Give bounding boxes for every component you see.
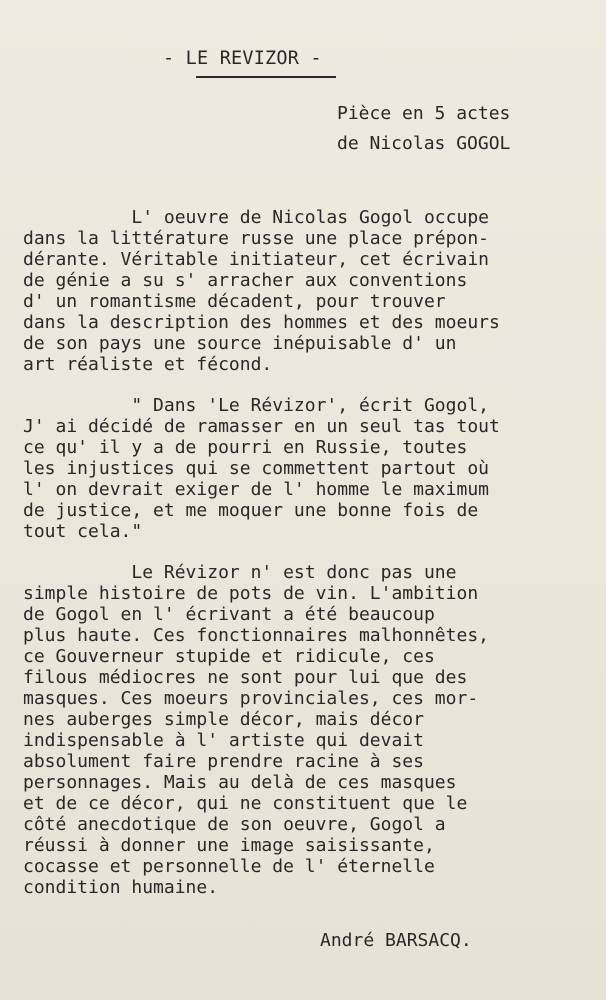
paragraph-line: d' un romantisme décadent, pour trouver (23, 291, 446, 312)
paragraph-line: côté anecdotique de son oeuvre, Gogol a (23, 814, 446, 835)
paragraph-line: l' on devrait exiger de l' homme le maximum (23, 479, 489, 500)
paragraph-line: dérante. Véritable initiateur, cet écrivain (23, 249, 489, 270)
subtitle-author: de Nicolas GOGOL (337, 133, 511, 154)
paragraph-line: réussi à donner une image saisissante, (23, 835, 435, 856)
paragraph-line: ce Gouverneur stupide et ridicule, ces (23, 646, 435, 667)
subtitle-play-acts: Pièce en 5 actes (337, 103, 511, 124)
paragraph-line: Le Révizor n' est donc pas une (23, 562, 457, 583)
page-title: - LE REVIZOR - (163, 48, 322, 69)
paragraph-line: ce qu' il y a de pourri en Russie, toutes (23, 437, 468, 458)
paragraph-line: dans la littérature russe une place prépon- (23, 228, 489, 249)
paragraph-line: indispensable à l' artiste qui devait (23, 730, 424, 751)
paragraph-line: condition humaine. (23, 877, 219, 898)
paragraph-line: tout cela." (23, 521, 143, 542)
paragraph-line: nes auberges simple décor, mais décor (23, 709, 424, 730)
paragraph-line: filous médiocres ne sont pour lui que des (23, 667, 468, 688)
paragraph-line: dans la description des hommes et des moeurs (23, 312, 500, 333)
paragraph-line: " Dans 'Le Révizor', écrit Gogol, (23, 395, 489, 416)
title-underline (196, 76, 336, 78)
paragraph-line: de Gogol en l' écrivant a été beaucoup (23, 604, 435, 625)
paragraph-line: plus haute. Ces fonctionnaires malhonnêtes, (23, 625, 489, 646)
paragraph-line: simple histoire de pots de vin. L'ambition (23, 583, 479, 604)
author-signature: André BARSACQ. (320, 930, 472, 951)
paragraph-line: et de ce décor, qui ne constituent que le (23, 793, 468, 814)
paragraph-line: de justice, et me moquer une bonne fois de (23, 500, 479, 521)
paragraph-line: art réaliste et fécond. (23, 354, 273, 375)
paragraph-line: de génie a su s' arracher aux conventions (23, 270, 468, 291)
paragraph-line: J' ai décidé de ramasser en un seul tas tout (23, 416, 500, 437)
paragraph-line: les injustices qui se commettent partout où (23, 458, 489, 479)
paragraph-line: L' oeuvre de Nicolas Gogol occupe (23, 207, 489, 228)
paragraph-line: personnages. Mais au delà de ces masques (23, 772, 457, 793)
paragraph-line: masques. Ces moeurs provinciales, ces mor- (23, 688, 479, 709)
paragraph-line: absolument faire prendre racine à ses (23, 751, 424, 772)
paragraph-line: cocasse et personnelle de l' éternelle (23, 856, 435, 877)
paragraph-line: de son pays une source inépuisable d' un (23, 333, 457, 354)
